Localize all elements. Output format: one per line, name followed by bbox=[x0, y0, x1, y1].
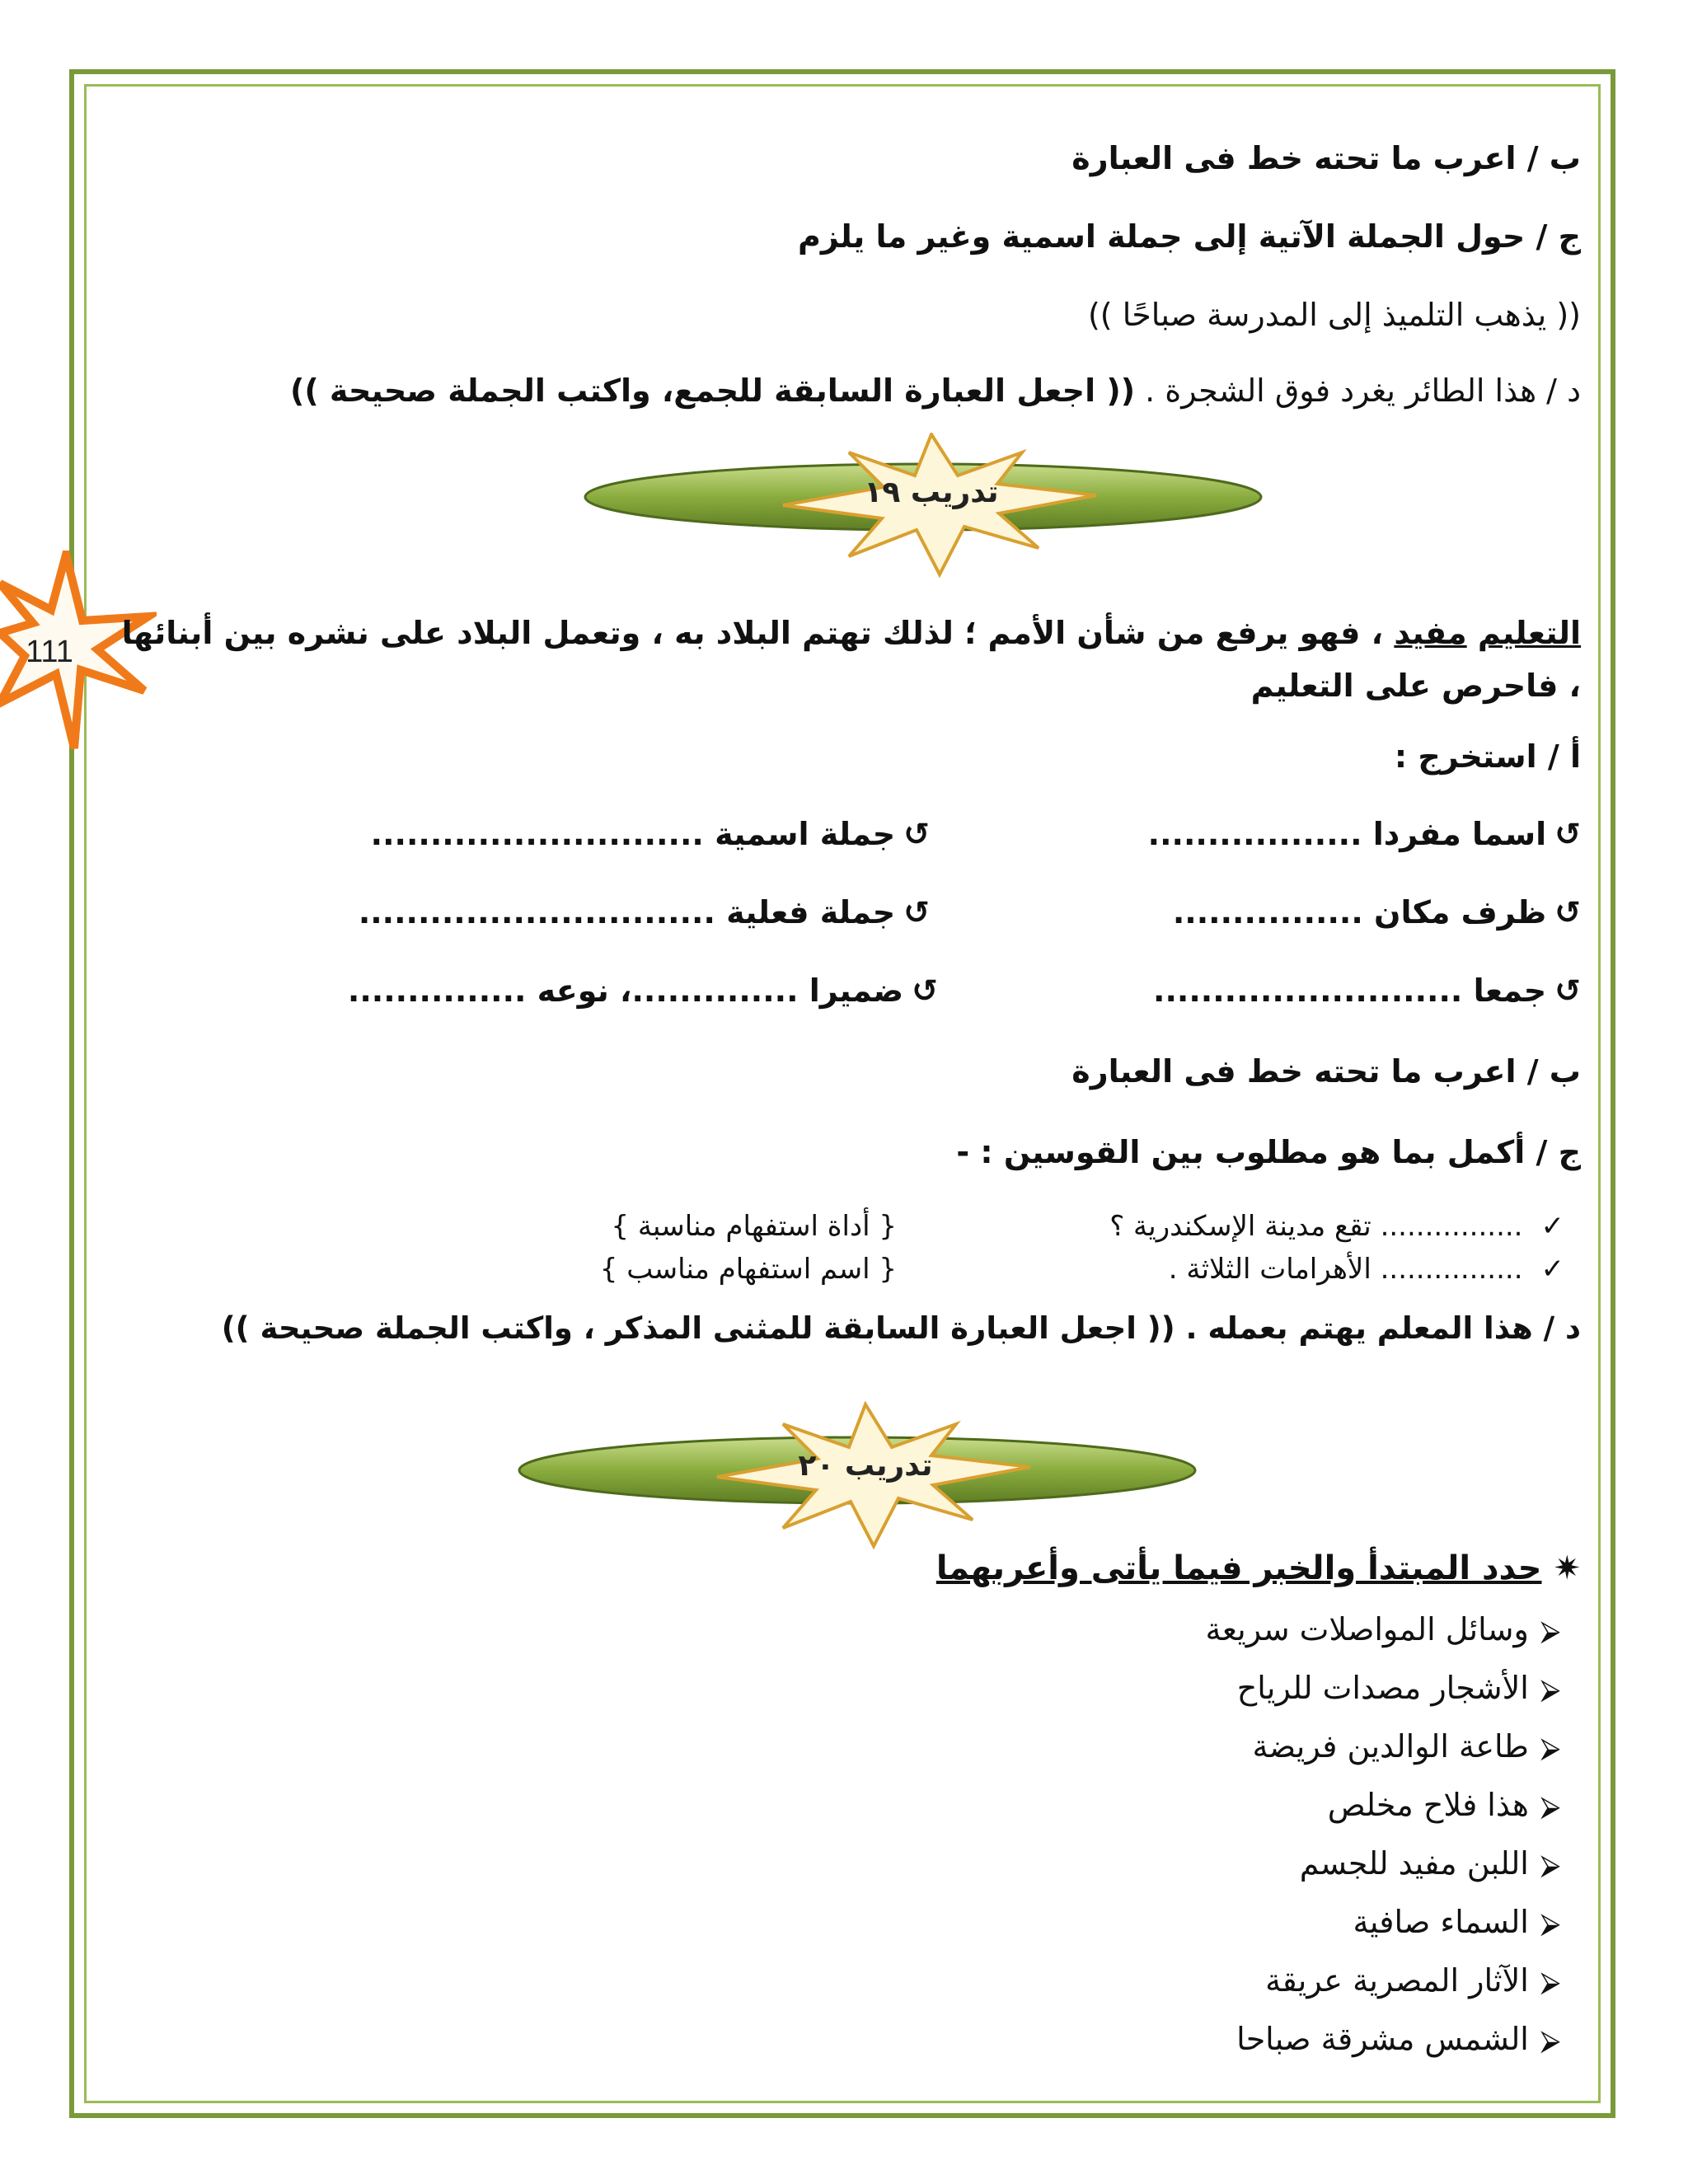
list-item bbox=[1265, 1962, 1560, 1999]
arrow-bullet-icon: ⮚ bbox=[1540, 1966, 1560, 1999]
list-item bbox=[1237, 1670, 1560, 1706]
list-item bbox=[1353, 1904, 1560, 1940]
field-pronoun: ↺ضميرا ..............، نوعه ............... bbox=[347, 972, 938, 1009]
list-item-text: السماء صافية bbox=[1353, 1904, 1529, 1940]
check-icon: ✓ bbox=[1540, 1210, 1564, 1243]
field-plural: ↺جمعا .......................... bbox=[1153, 972, 1581, 1009]
exercise-20-title: ✷حدد المبتدأ والخبر فيما يأتى وأعربهما bbox=[935, 1549, 1581, 1587]
field-verbal-sentence: ↺جملة فعلية .............................. bbox=[358, 894, 930, 930]
list-item bbox=[1300, 1845, 1560, 1882]
complete-line-2: ✓................ الأهرامات الثلاثة . bbox=[1168, 1253, 1564, 1286]
question-c-top: ج / حول الجملة الآتية إلى جملة اسمية وغير ما يلزم bbox=[798, 218, 1581, 255]
redo-mark-icon: ↺ bbox=[912, 972, 938, 1009]
exercise-19-label: تدريب ١٩ bbox=[864, 476, 999, 509]
arrow-bullet-icon: ⮚ bbox=[1540, 1790, 1560, 1823]
question-d-19: د / هذا المعلم يهتم بعمله . (( اجعل العبارة السابقة للمثنى المذكر ، واكتب الجملة صحيحة )) bbox=[221, 1310, 1581, 1346]
arrow-bullet-icon: ⮚ bbox=[1540, 1907, 1560, 1940]
arrow-bullet-icon: ⮚ bbox=[1540, 1849, 1560, 1882]
arrow-bullet-icon: ⮚ bbox=[1540, 2024, 1560, 2057]
question-c-sentence: (( يذهب التلميذ إلى المدرسة صباحًا )) bbox=[1087, 297, 1581, 333]
list-item-text: الأشجار مصدات للرياح bbox=[1236, 1670, 1529, 1706]
question-d-top bbox=[290, 373, 1581, 409]
list-item bbox=[1236, 2021, 1560, 2057]
arrow-bullet-icon: ⮚ bbox=[1540, 1673, 1560, 1706]
question-d-instruction: (( اجعل العبارة السابقة للجمع، واكتب الجملة صحيحة )) bbox=[289, 373, 1136, 409]
list-item bbox=[1328, 1787, 1560, 1823]
star-icon: ✷ bbox=[1553, 1549, 1581, 1587]
list-item-text: هذا فلاح مخلص bbox=[1327, 1787, 1529, 1823]
page-number: 111 bbox=[26, 635, 73, 669]
redo-mark-icon: ↺ bbox=[1554, 816, 1581, 852]
field-place-adverb: ↺ظرف مكان ................ bbox=[1172, 894, 1581, 930]
list-item-text: الآثار المصرية عريقة bbox=[1265, 1962, 1529, 1999]
redo-mark-icon: ↺ bbox=[1554, 894, 1581, 930]
question-b-top: ب / اعرب ما تحته خط فى العبارة bbox=[1071, 140, 1581, 176]
list-item-text: طاعة الوالدين فريضة bbox=[1252, 1728, 1529, 1765]
question-d-start: د / هذا الطائر يغرد فوق الشجرة . bbox=[1135, 373, 1581, 409]
complete-hint-1: { أداة استفهام مناسبة } bbox=[611, 1210, 897, 1243]
field-singular-noun: ↺اسما مفردا .................. bbox=[1147, 816, 1581, 852]
complete-line-1: ✓................ تقع مدينة الإسكندرية ؟ bbox=[1109, 1210, 1564, 1243]
field-nominal-sentence: ↺جملة اسمية ............................ bbox=[370, 816, 930, 852]
underlined-word-1: التعليم bbox=[1477, 615, 1581, 651]
redo-mark-icon: ↺ bbox=[1554, 972, 1581, 1009]
list-item-text: وسائل المواصلات سريعة bbox=[1205, 1611, 1529, 1647]
exercise-19-paragraph bbox=[106, 607, 1581, 712]
question-b-19: ب / اعرب ما تحته خط فى العبارة bbox=[1071, 1053, 1581, 1090]
redo-mark-icon: ↺ bbox=[903, 894, 930, 930]
list-item-text: اللبن مفيد للجسم bbox=[1299, 1845, 1529, 1882]
list-item bbox=[1252, 1728, 1560, 1765]
extract-heading: أ / استخرج : bbox=[1394, 738, 1581, 775]
redo-mark-icon: ↺ bbox=[903, 816, 930, 852]
underlined-word-2: مفيد bbox=[1394, 615, 1467, 651]
exercise-20-label: تدريب ٢٠ bbox=[798, 1449, 933, 1483]
exercise-19-banner bbox=[577, 433, 1286, 581]
paragraph-rest: ، فهو يرفع من شأن الأمم ؛ لذلك تهتم البلاد به ، وتعمل البلاد على نشره بين أبنائها ، فاحرص على التعليم bbox=[121, 615, 1581, 704]
arrow-bullet-icon: ⮚ bbox=[1540, 1615, 1560, 1647]
complete-hint-2: { اسم استفهام مناسب } bbox=[599, 1253, 897, 1286]
check-icon: ✓ bbox=[1540, 1253, 1564, 1286]
list-item bbox=[1205, 1611, 1560, 1647]
arrow-bullet-icon: ⮚ bbox=[1540, 1732, 1560, 1765]
question-c-19: ج / أكمل بما هو مطلوب بين القوسين : - bbox=[956, 1134, 1581, 1170]
exercise-20-banner bbox=[511, 1401, 1220, 1549]
list-item-text: الشمس مشرقة صباحا bbox=[1236, 2021, 1529, 2057]
